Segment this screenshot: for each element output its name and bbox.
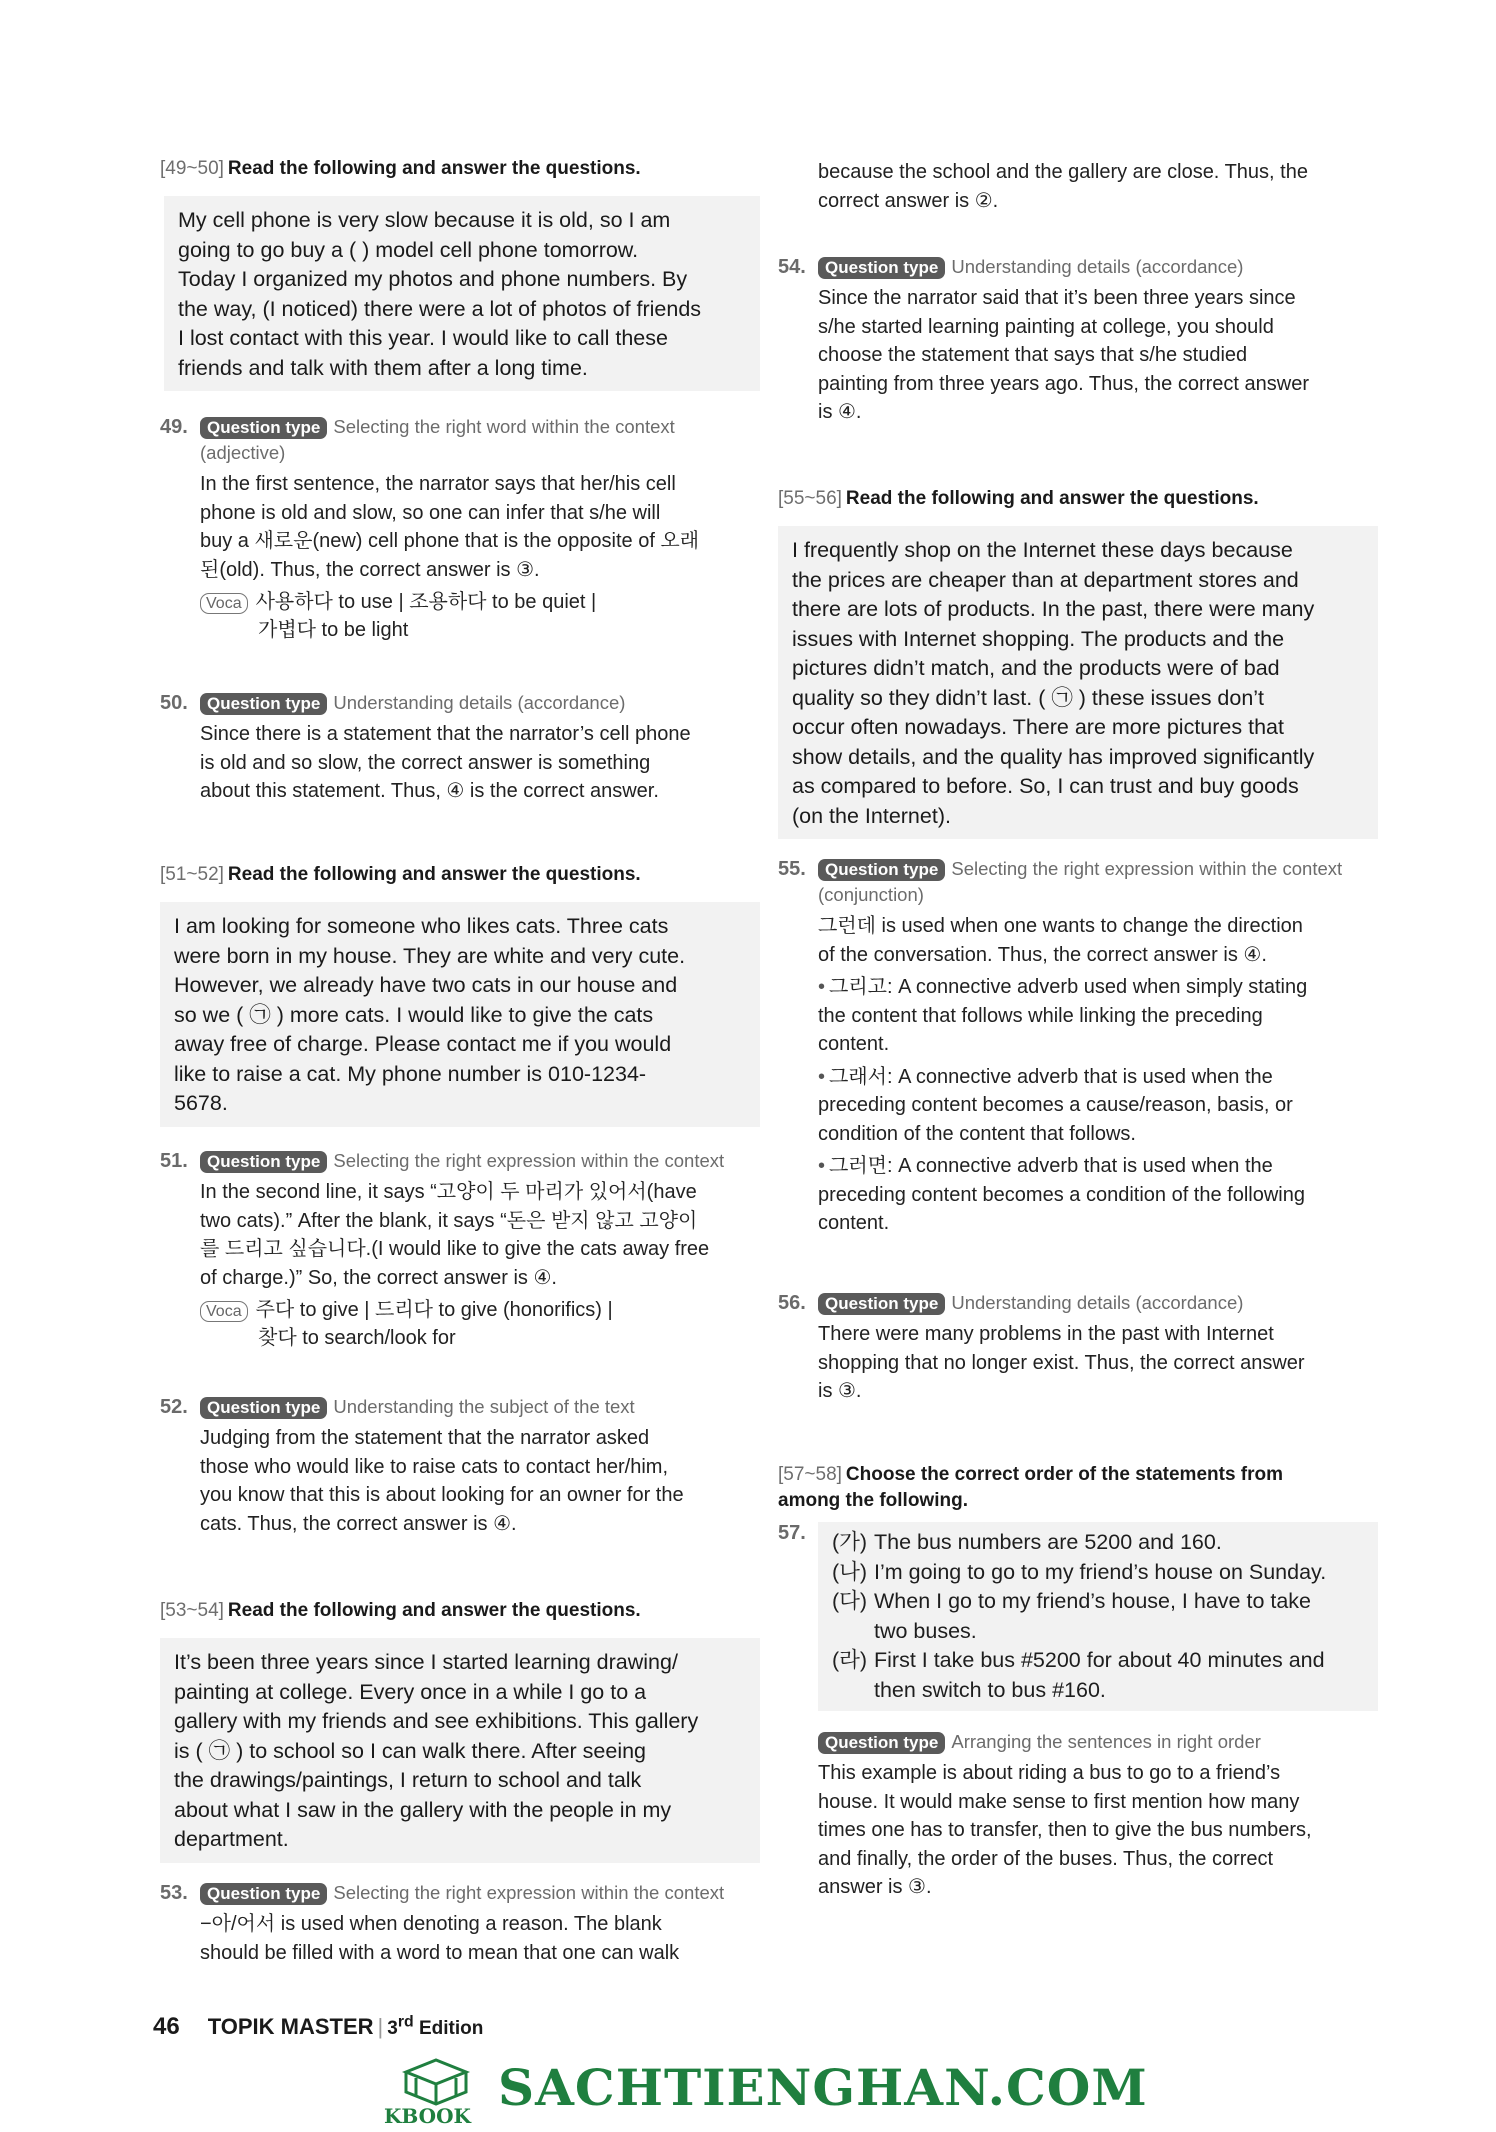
statement-label: (가) <box>832 1530 868 1554</box>
explanation-text: There were many problems in the past with Internet shopping that no longer exist. Thus, the correct answer is ③. <box>818 1323 1305 1402</box>
explanation-text: In the second line, it says “고양이 두 마리가 있어서(have two cats).” After the blank, it says “돈은 받지 않고 고양이 를 드리고 싶습니다.(I would like to give the cats away free of charge.)” So, the correct answer is ④. <box>200 1181 710 1289</box>
statement-item <box>832 1558 1366 1588</box>
explanation-text: In the first sentence, the narrator says that her/his cell phone is old and slow, so one can infer that s/he will buy a 새로운(new) cell phone that is the opposite of 오래 된(old). Thus, the correct answer is ③. <box>200 473 700 581</box>
note-text: 그리고: A connective adverb used when simply stating the content that follows while linking the preceding content. <box>818 976 1308 1055</box>
statement-label: (나) <box>832 1559 868 1584</box>
question-number: 50. <box>160 692 188 714</box>
bullet-icon: • <box>818 1065 826 1088</box>
section-instruction: Choose the correct order of the statements from among the following. <box>778 1464 1284 1511</box>
voca-tag: Voca <box>200 593 248 614</box>
note-text: 그러면: A connective adverb that is used when the preceding content becomes a condition of the following content. <box>818 1155 1305 1234</box>
section-instruction: Read the following and answer the questions. <box>227 1600 641 1621</box>
reading-passage: I am looking for someone who likes cats. Three cats were born in my house. They are white and very cute. However, we already have two cats in our house and so we ( ㉠ ) more cats. I would like to give the cats away free of charge. Please contact me if you would like to raise a cat. My phone number is 010-1234- 5678. <box>160 902 760 1127</box>
vocabulary-note <box>160 588 760 644</box>
section-range: [55~56] <box>778 488 842 509</box>
statement-item <box>832 1646 1366 1705</box>
reading-passage: My cell phone is very slow because it is old, so I am going to go buy a ( ) model cell phone tomorrow. Today I organized my photos and phone numbers. By the way, (I noticed) there were a lot of photos of friends I lost contact with this year. I would like to call these friends and talk with them after a long time. <box>164 196 760 391</box>
question-type-text: Understanding details (accordance) <box>951 256 1244 277</box>
watermark <box>378 2052 1148 2132</box>
reading-passage: I frequently shop on the Internet these days because the prices are cheaper than at department stores and there are lots of products. In the past, there were many issues with Internet shopping. The products and the pictures didn’t match, and the products were of bad quality so they didn’t last. ( ㉠ ) these issues don’t occur often nowadays. There are more pictures that show details, and the quality has improved significantly as compared to before. So, I can trust and buy goods (on the Internet). <box>778 526 1378 839</box>
statement-item <box>832 1528 1366 1558</box>
question-number: 57. <box>778 1522 806 1544</box>
edition-suffix: rd <box>397 2013 414 2031</box>
statement-text: First I take bus #5200 for about 40 minutes and then switch to bus #160. <box>874 1648 1325 1702</box>
edition-number: 3 <box>387 2018 398 2039</box>
question-type-badge: Question type <box>200 1883 327 1905</box>
question-number: 49. <box>160 416 188 438</box>
watermark-site: SACHTIENGHAN.COM <box>498 2058 1148 2117</box>
explanation-text: This example is about riding a bus to go to a friend’s house. It would make sense to first mention how many times one has to transfer, then to give the bus numbers, and finally, the order of the buses. Thus, the correct answer is ③. <box>818 1762 1312 1898</box>
statement-label: (라) <box>832 1648 868 1672</box>
page-footer <box>153 2013 483 2041</box>
question-type-text: Selecting the right expression within the context <box>333 1150 725 1171</box>
voca-tag: Voca <box>200 1301 248 1322</box>
question-type-text: Selecting the right word within the context <box>333 416 675 437</box>
question-type-text: Arranging the sentences in right order <box>951 1731 1261 1752</box>
question-type-continued: (conjunction) <box>818 884 924 905</box>
bullet-icon: • <box>818 976 826 998</box>
edition-label <box>387 2013 484 2039</box>
statement-text: When I go to my friend’s house, I have to take two buses. <box>874 1589 1312 1643</box>
footer-divider: | <box>377 2014 384 2039</box>
explanation-text: 그런데 is used when one wants to change the direction of the conversation. Thus, the correct answer is ④. <box>818 915 1303 966</box>
question-number: 54. <box>778 256 806 278</box>
question-52 <box>160 1394 760 1538</box>
question-49 <box>160 414 760 644</box>
section-range: [49~50] <box>160 158 224 179</box>
section-range: [51~52] <box>160 864 224 885</box>
question-type-badge: Question type <box>818 859 945 881</box>
bullet-icon: • <box>818 1155 826 1177</box>
section-51-52 <box>160 862 760 1127</box>
statement-text: I’m going to go to my friend’s house on Sunday. <box>874 1559 1327 1584</box>
question-type-badge: Question type <box>818 257 945 279</box>
note-text: 그래서: A connective adverb that is used when the preceding content becomes a cause/reason, basis, or condition of the content that follows. <box>818 1065 1293 1145</box>
question-54 <box>778 254 1378 427</box>
section-53-54 <box>160 1598 760 1863</box>
question-57 <box>778 1522 1378 1902</box>
conjunction-note-3 <box>778 1152 1378 1238</box>
statement-list <box>818 1522 1378 1711</box>
voca-line-1: 주다 to give | 드리다 to give (honorifics) | <box>255 1299 613 1321</box>
question-type-text: Selecting the right expression within the context <box>951 858 1343 879</box>
statement-item <box>832 1587 1366 1646</box>
voca-line-2: 가볍다 to be light <box>258 619 409 641</box>
question-number: 52. <box>160 1396 188 1418</box>
section-55-56 <box>778 486 1378 839</box>
conjunction-note-1 <box>778 973 1378 1059</box>
question-number: 53. <box>160 1882 188 1904</box>
question-type-text: Selecting the right expression within the context <box>333 1882 725 1903</box>
question-type-badge: Question type <box>200 1151 327 1173</box>
question-type-text: Understanding details (accordance) <box>333 692 626 713</box>
voca-line-2: 찾다 to search/look for <box>258 1327 456 1349</box>
question-53-continued <box>778 158 1378 215</box>
section-range: [53~54] <box>160 1600 224 1621</box>
question-number: 56. <box>778 1292 806 1314</box>
question-type-text: Understanding details (accordance) <box>951 1292 1244 1313</box>
question-53 <box>160 1880 760 1967</box>
question-number: 51. <box>160 1150 188 1172</box>
reading-passage: It’s been three years since I started learning drawing/ painting at college. Every once in a while I go to a gallery with my friends and see exhibitions. This gallery is ( ㉠ ) to school so I can walk there. After seeing the drawings/paintings, I return to school and talk about what I saw in the gallery with the people in my department. <box>160 1638 760 1863</box>
statement-label: (다) <box>832 1589 868 1613</box>
section-instruction: Read the following and answer the questions. <box>845 488 1259 509</box>
section-57-58 <box>778 1462 1378 1514</box>
section-49-50 <box>160 156 760 391</box>
explanation-text: Judging from the statement that the narrator asked those who would like to raise cats to contact her/him, you know that this is about looking for an owner for the cats. Thus, the correct answer is ④. <box>200 1427 684 1535</box>
question-50 <box>160 690 760 806</box>
edition-word: Edition <box>418 2018 484 2039</box>
question-type-badge: Question type <box>200 1397 327 1419</box>
page-number: 46 <box>153 2013 180 2040</box>
book-title: TOPIK MASTER <box>207 2014 374 2039</box>
question-55 <box>778 856 1378 1238</box>
question-51 <box>160 1148 760 1352</box>
section-instruction: Read the following and answer the questions. <box>227 158 641 179</box>
explanation-text: −아/어서 is used when denoting a reason. The blank should be filled with a word to mean that one can walk <box>200 1913 680 1964</box>
question-type-badge: Question type <box>200 417 327 439</box>
question-number: 55. <box>778 858 806 880</box>
explanation-text: because the school and the gallery are close. Thus, the correct answer is ②. <box>818 161 1308 212</box>
question-type-badge: Question type <box>818 1732 945 1754</box>
question-type-badge: Question type <box>200 693 327 715</box>
explanation-text: Since there is a statement that the narrator’s cell phone is old and so slow, the correct answer is something about this statement. Thus, ④ is the correct answer. <box>200 723 691 802</box>
question-56 <box>778 1290 1378 1406</box>
question-type-badge: Question type <box>818 1293 945 1315</box>
question-type-continued: (adjective) <box>200 442 286 463</box>
section-instruction: Read the following and answer the questions. <box>227 864 641 885</box>
statement-text: The bus numbers are 5200 and 160. <box>874 1530 1222 1554</box>
vocabulary-note <box>160 1296 760 1352</box>
question-type-text: Understanding the subject of the text <box>333 1396 635 1417</box>
explanation-text: Since the narrator said that it’s been three years since s/he started learning painting at college, you should choose the statement that says that s/he studied painting from three years ago. Thus, the correct answer is ④. <box>818 287 1309 423</box>
voca-line-1: 사용하다 to use | 조용하다 to be quiet | <box>255 591 597 613</box>
logo-text: KBOOK <box>384 2104 471 2128</box>
section-range: [57~58] <box>778 1464 842 1485</box>
conjunction-note-2 <box>778 1063 1378 1149</box>
